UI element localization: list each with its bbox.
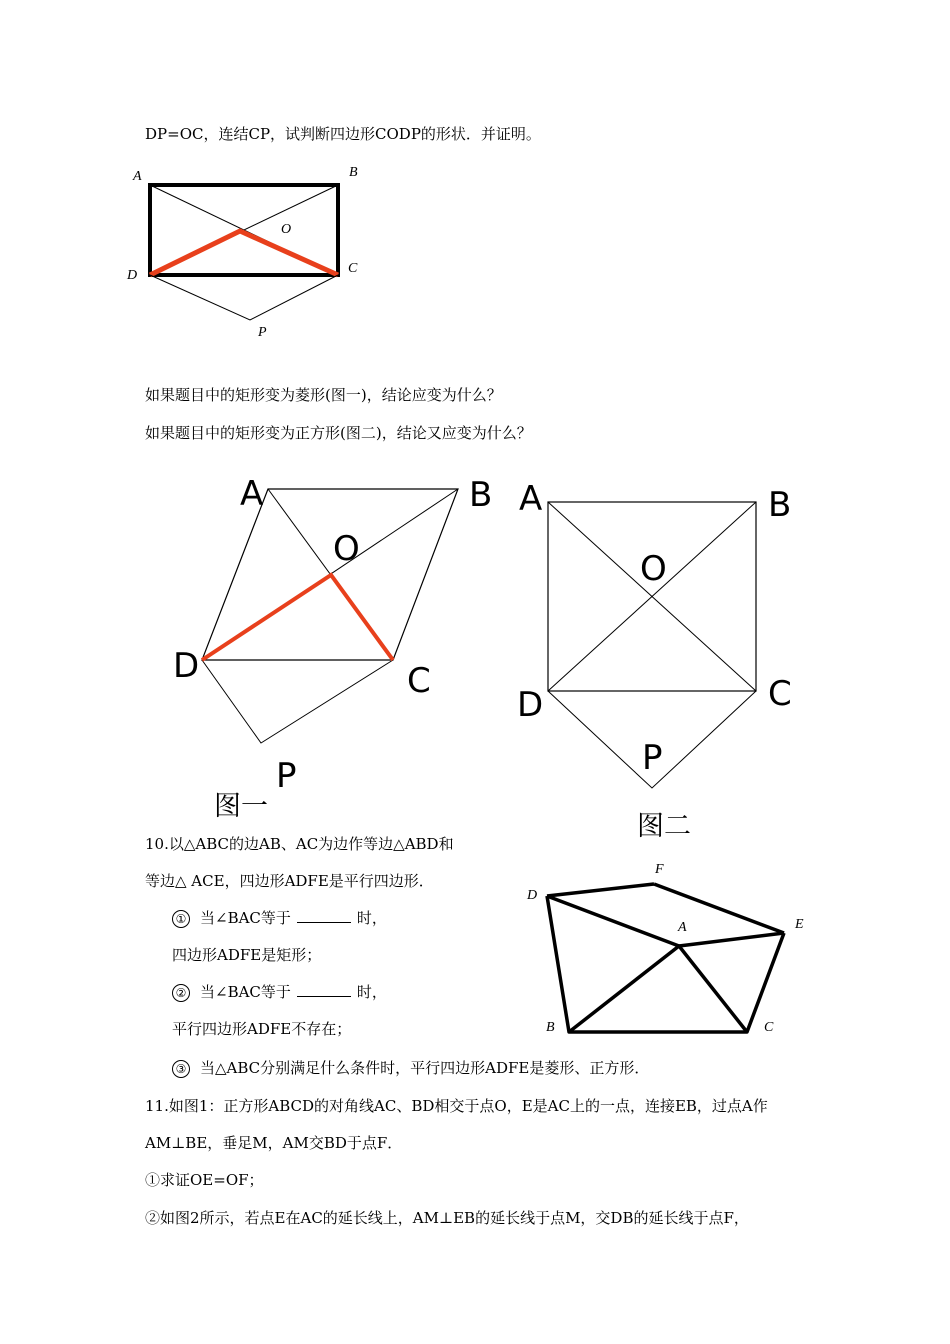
label-c: C <box>764 1020 774 1035</box>
label-o: O <box>333 529 360 569</box>
label-p: P <box>642 738 663 778</box>
condition-2-result: 平行四边形ADFE不存在； <box>172 1020 352 1038</box>
label-e: E <box>795 917 804 932</box>
condition-2-text: 当∠BAC等于 <box>200 983 291 1001</box>
segments-dpc <box>202 660 393 743</box>
label-o: O <box>281 222 292 237</box>
label-p: P <box>276 756 297 796</box>
text-line-1: DP=OC，连结CP，试判断四边形CODP的形状．并证明。 <box>145 125 541 143</box>
highlight-doc <box>150 231 338 275</box>
figure-rectangle <box>126 165 358 340</box>
problem-10-line-1: 10.以△ABC的边AB、AC为边作等边△ABD和 <box>145 835 454 853</box>
label-a: A <box>240 474 264 514</box>
circled-number-2: ② <box>172 984 190 1002</box>
label-p: P <box>258 325 267 340</box>
label-d: D <box>527 888 538 903</box>
segments-dpc <box>150 275 338 320</box>
label-b: B <box>546 1020 555 1035</box>
label-c: C <box>407 661 431 701</box>
label-d: D <box>517 685 544 725</box>
figure-square <box>517 479 792 842</box>
label-b: B <box>469 475 493 515</box>
label-d: D <box>173 646 200 686</box>
question-square: 如果题目中的矩形变为正方形(图二)，结论又应变为什么？ <box>145 424 532 442</box>
segment-fe <box>654 884 784 933</box>
segment-df <box>547 884 654 896</box>
problem-11-line-2: AM⊥BE，垂足M，AM交BD于点F． <box>145 1134 403 1152</box>
circled-number-3: ③ <box>172 1060 190 1078</box>
condition-3-text: 当△ABC分别满足什么条件时，平行四边形ADFE是菱形、正方形． <box>200 1059 650 1077</box>
caption-figure-1: 图一 <box>214 791 268 822</box>
label-c: C <box>768 674 792 714</box>
label-a: A <box>133 169 142 184</box>
condition-2-suffix: 时， <box>356 983 387 1001</box>
problem-11-part-2: ②如图2所示，若点E在AC的延长线上，AM⊥EB的延长线于点M，交DB的延长线于点F， <box>145 1209 749 1227</box>
label-b: B <box>349 165 358 180</box>
condition-1-result: 四边形ADFE是矩形； <box>172 946 322 964</box>
label-f: F <box>655 862 664 877</box>
problem-11-line-1: 11.如图1：正方形ABCD的对角线AC、BD相交于点O，E是AC上的一点，连接EB，过点A作 <box>145 1097 768 1115</box>
problem-11-part-1: ①求证OE=OF； <box>145 1171 264 1189</box>
question-rhombus: 如果题目中的矩形变为菱形(图一)，结论应变为什么？ <box>145 386 502 404</box>
segments-dbce <box>547 896 784 1032</box>
label-o: O <box>640 549 667 589</box>
label-a: A <box>519 479 543 519</box>
circled-number-1: ① <box>172 910 190 928</box>
label-a: A <box>678 920 687 935</box>
condition-1-suffix: 时， <box>356 909 387 927</box>
segments-bac <box>569 946 747 1032</box>
label-b: B <box>768 485 792 525</box>
highlight-doc <box>202 575 393 660</box>
figure-rhombus <box>173 474 492 822</box>
label-c: C <box>348 261 358 276</box>
label-d: D <box>127 268 138 283</box>
caption-figure-2: 图二 <box>637 811 691 842</box>
condition-1-text: 当∠BAC等于 <box>200 909 291 927</box>
figure-problem-10 <box>547 884 784 1032</box>
problem-10-line-2: 等边△ ACE，四边形ADFE是平行四边形． <box>145 872 434 890</box>
